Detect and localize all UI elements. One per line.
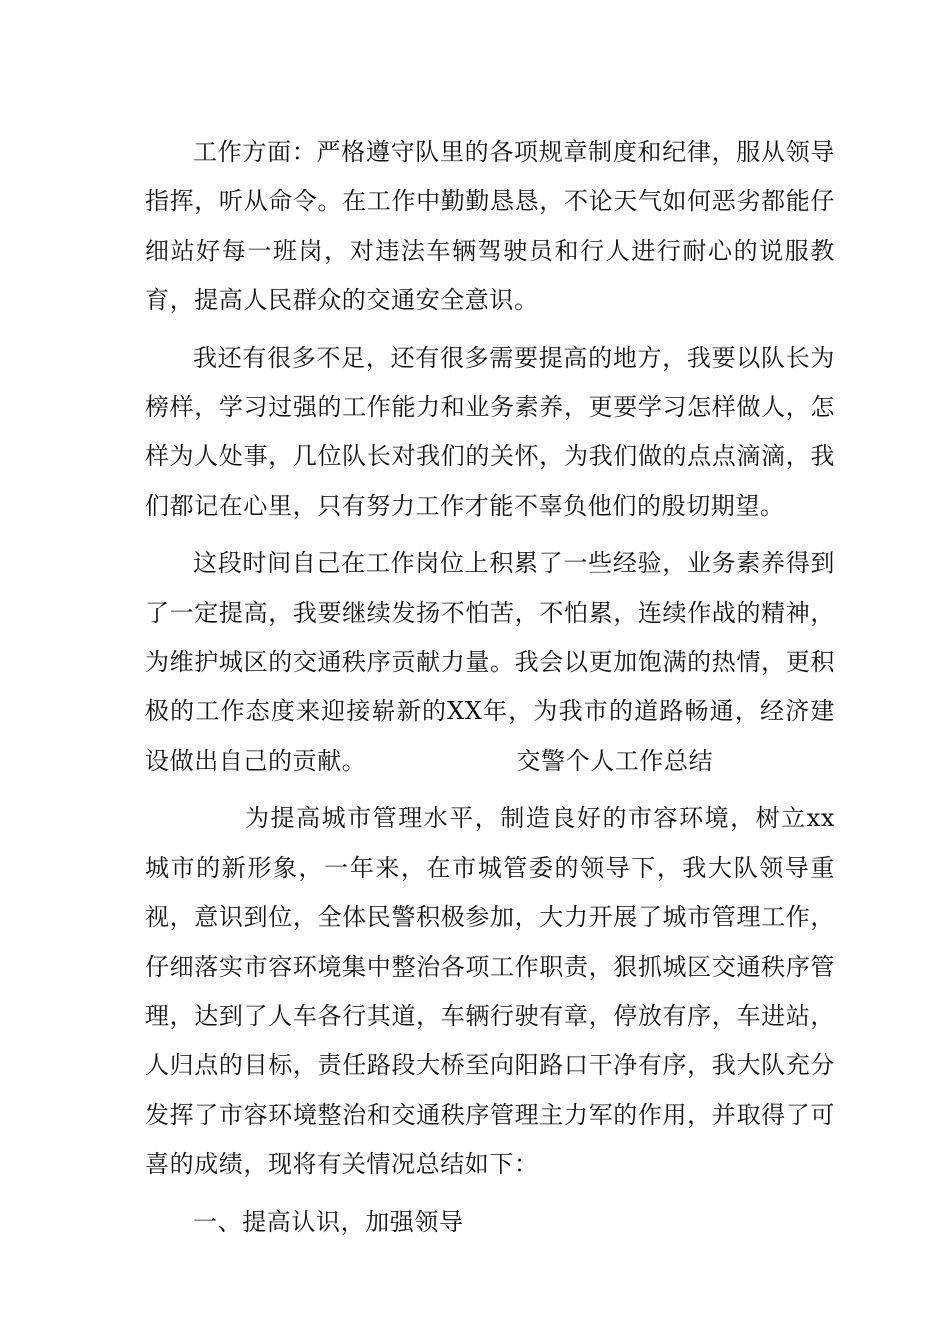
paragraph-shortcomings: 我还有很多不足，还有很多需要提高的地方，我要以队长为榜样，学习过强的工作能力和业务素养，更要学习怎样做人，怎样为人处事，几位队长对我们的关怀，为我们做的点点滴滴，我们都记在心里，只有努力工作才能不辜负他们的殷切期望。 <box>145 343 835 520</box>
paragraph-experience <box>145 539 835 786</box>
document-title: 交警个人工作总结 <box>516 746 714 775</box>
section-heading: 一、提高认识，加强领导 <box>193 1207 464 1236</box>
paragraph-city-management: 为提高城市管理水平，制造良好的市容环境，树立xx城市的新形象，一年来，在市城管委的领导下，我大队领导重视，意识到位，全体民警积极参加，大力开展了城市管理工作，仔细落实市容环境集中整治各项工作职责，狠抓城区交通秩序管理，达到了人车各行其道，车辆行驶有章，停放有序，车进站，人归点的目标，责任路段大桥至向阳路口干净有序，我大队充分发挥了市容环境整治和交通秩序管理主力军的作用，并取得了可喜的成绩，现将有关情况总结如下： <box>145 804 835 1179</box>
document-body <box>145 128 835 1247</box>
paragraph-work: 工作方面：严格遵守队里的各项规章制度和纪律，服从领导指挥，听从命令。在工作中勤勤恳恳，不论天气如何恶劣都能仔细站好每一班岗，对违法车辆驾驶员和行人进行耐心的说服教育，提高人民群众的交通安全意识。 <box>145 138 835 315</box>
paragraph-experience-text: 这段时间自己在工作岗位上积累了一些经验，业务素养得到了一定提高，我要继续发扬不怕苦，不怕累，连续作战的精神，为维护城区的交通秩序贡献力量。我会以更加饱满的热情，更积极的工作态度来迎接崭新的XX年，为我市的道路畅通，经济建设做出自己的贡献。 <box>145 549 835 775</box>
